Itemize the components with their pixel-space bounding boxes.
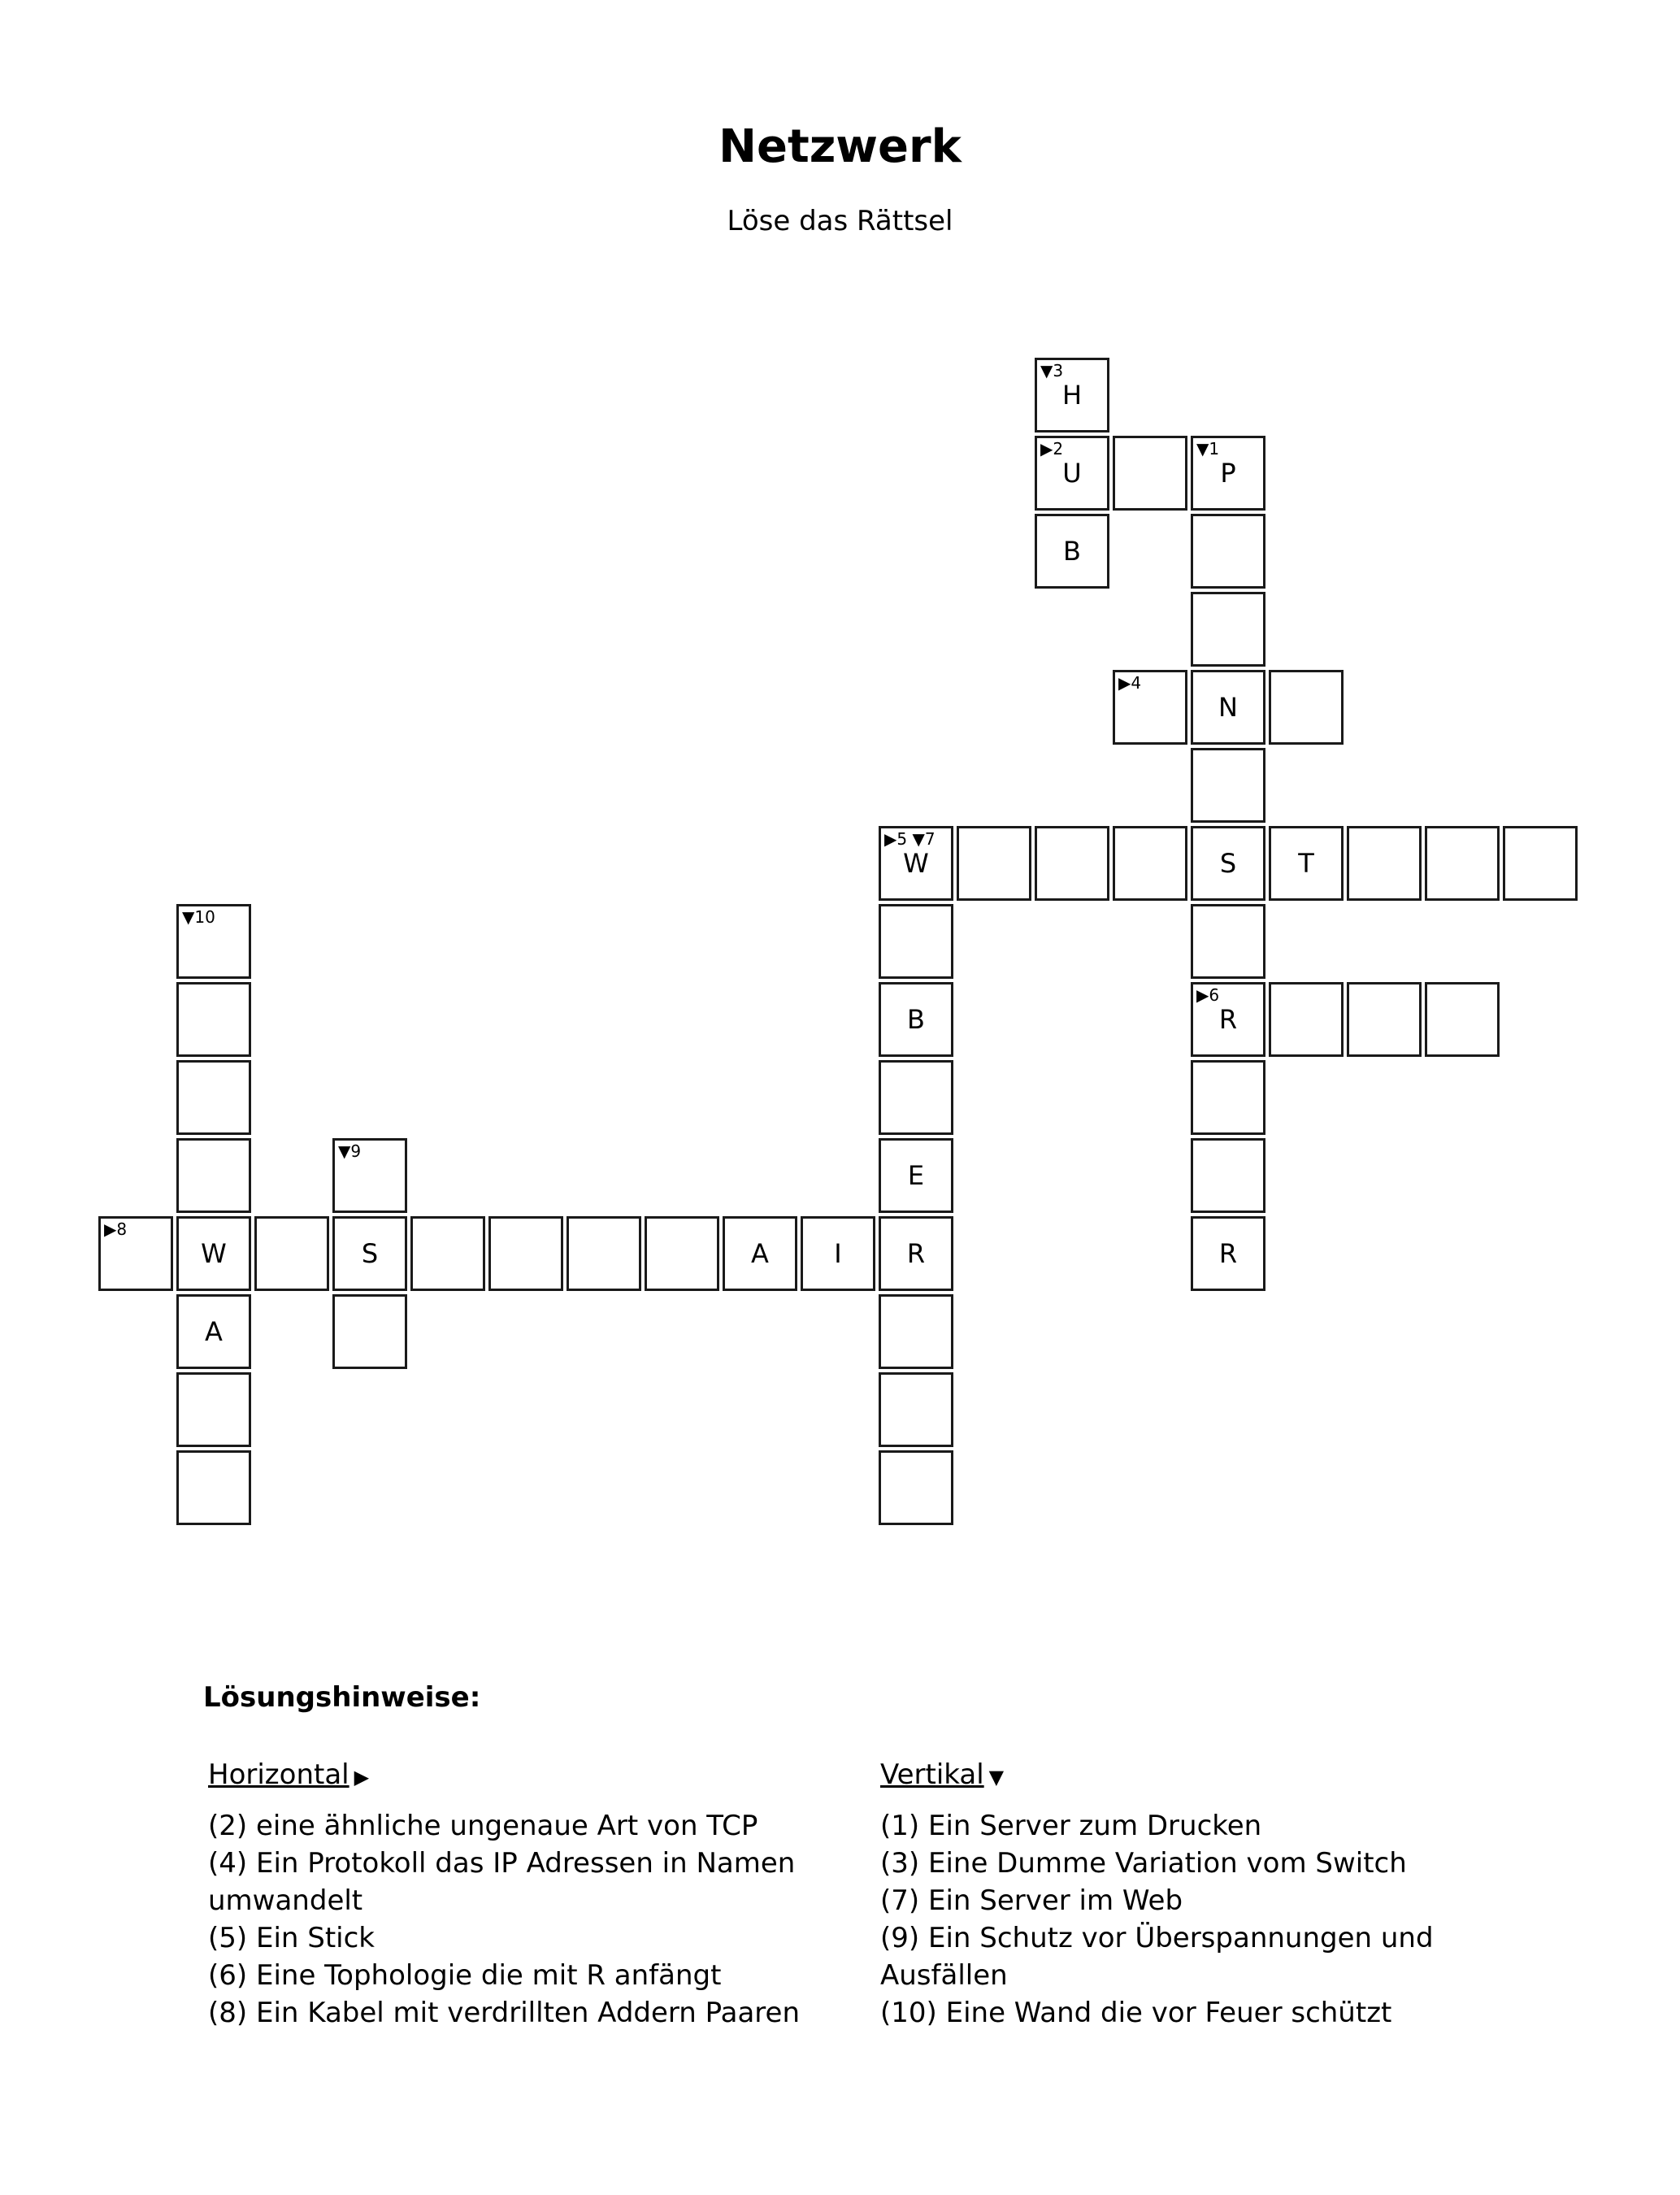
crossword-cell[interactable] [1035,436,1109,511]
horizontal-heading [208,1756,826,1796]
crossword-cell[interactable] [879,1216,953,1291]
cell-letter: I [834,1238,842,1269]
cell-letter: R [906,1238,926,1269]
crossword-cell[interactable] [1035,358,1109,432]
crossword-cell[interactable] [176,1294,251,1369]
crossword-cell[interactable] [1035,514,1109,589]
vertical-clues [880,1756,1498,2032]
crossword-cell[interactable] [410,1216,485,1291]
cell-letter: B [1063,536,1081,567]
clue-vertical: (1) Ein Server zum Drucken [880,1810,1262,1842]
page-subtitle: Löse das Rättsel [727,205,953,237]
crossword-cell[interactable] [879,1294,953,1369]
clue-horizontal: (2) eine ähnliche ungenaue Art von TCP [208,1810,758,1842]
page-title: Netzwerk [718,120,962,173]
cell-letter: W [903,848,929,879]
crossword-cell[interactable] [1191,826,1265,901]
crossword-cell[interactable] [801,1216,875,1291]
cell-letter: U [1062,458,1082,489]
crossword-cell[interactable] [723,1216,797,1291]
crossword-cell[interactable] [1191,1060,1265,1135]
cell-letter: R [1218,1238,1238,1269]
crossword-cell[interactable] [176,1216,251,1291]
crossword-cell[interactable] [1269,982,1344,1057]
crossword-cell[interactable] [1503,826,1578,901]
cell-letter: S [361,1238,379,1269]
right-arrow-icon: ▶ [354,1766,370,1789]
clue-number: ▶6 [1196,985,1220,1005]
cell-letter: R [1218,1004,1238,1035]
crossword-cell[interactable] [1347,982,1422,1057]
crossword-cell[interactable] [1191,982,1265,1057]
cell-letter: A [751,1238,769,1269]
cell-letter: P [1220,458,1236,489]
cell-letter: A [205,1316,223,1347]
clue-number: ▼9 [338,1141,362,1161]
crossword-cell[interactable] [645,1216,719,1291]
crossword-cell[interactable] [1269,670,1344,745]
crossword-cell[interactable] [488,1216,563,1291]
horizontal-clues [208,1756,826,2032]
cell-letter: T [1298,848,1314,879]
crossword-cell[interactable] [1425,982,1500,1057]
clue-number: ▶4 [1118,673,1142,693]
crossword-cell[interactable] [1191,592,1265,667]
crossword-cell[interactable] [879,1450,953,1525]
crossword-cell[interactable] [1191,670,1265,745]
clue-number: ▶8 [104,1219,128,1239]
crossword-cell[interactable] [879,1138,953,1213]
clue-horizontal: (5) Ein Stick [208,1922,375,1954]
crossword-cell[interactable] [1347,826,1422,901]
crossword-cell[interactable] [332,1216,407,1291]
clue-number: ▼10 [182,907,215,927]
crossword-cell[interactable] [1191,1138,1265,1213]
clue-number: ▶5 ▼7 [884,829,936,849]
horizontal-heading-label: Horizontal [208,1758,349,1791]
clue-vertical: (3) Eine Dumme Variation vom Switch [880,1847,1407,1880]
crossword-cell[interactable] [879,982,953,1057]
clue-vertical: (7) Ein Server im Web [880,1884,1183,1917]
crossword-cell[interactable] [176,1138,251,1213]
cell-letter: E [907,1160,925,1191]
clue-number: ▼1 [1196,439,1220,459]
clue-horizontal: (6) Eine Tophologie die mit R anfängt [208,1959,722,1992]
cell-letter: N [1218,692,1238,723]
clue-number: ▶2 [1040,439,1064,459]
crossword-cell[interactable] [1113,436,1187,511]
crossword-cell[interactable] [1191,1216,1265,1291]
crossword-cell[interactable] [879,826,953,901]
down-arrow-icon: ▼ [988,1766,1005,1789]
crossword-cell[interactable] [332,1294,407,1369]
hints-title: Lösungshinweise: [203,1681,481,1714]
crossword-cell[interactable] [1191,748,1265,823]
crossword-cell[interactable] [879,1372,953,1447]
clue-horizontal: (8) Ein Kabel mit verdrillten Addern Paaren [208,1997,800,2029]
crossword-cell[interactable] [332,1138,407,1213]
crossword-cell[interactable] [1191,904,1265,979]
crossword-cell[interactable] [1113,670,1187,745]
crossword-cell[interactable] [1269,826,1344,901]
clue-vertical: (9) Ein Schutz vor Überspannungen und Ausfällen [880,1922,1434,1992]
crossword-cell[interactable] [254,1216,329,1291]
vertical-heading-label: Vertikal [880,1758,984,1791]
clue-vertical: (10) Eine Wand die vor Feuer schützt [880,1997,1392,2029]
crossword-cell[interactable] [98,1216,173,1291]
crossword-cell[interactable] [879,1060,953,1135]
crossword-cell[interactable] [1113,826,1187,901]
cell-letter: B [907,1004,925,1035]
vertical-heading [880,1756,1498,1796]
crossword-cell[interactable] [176,1372,251,1447]
clue-horizontal: (4) Ein Protokoll das IP Adressen in Namen umwandelt [208,1847,796,1917]
cell-letter: H [1061,380,1083,411]
clue-number: ▼3 [1040,361,1064,380]
crossword-cell[interactable] [879,904,953,979]
crossword-cell[interactable] [957,826,1031,901]
cell-letter: S [1219,848,1237,879]
crossword-cell[interactable] [1191,436,1265,511]
crossword-cell[interactable] [1425,826,1500,901]
crossword-cell[interactable] [176,982,251,1057]
crossword-cell[interactable] [176,904,251,979]
crossword-cell[interactable] [567,1216,641,1291]
cell-letter: W [201,1238,227,1269]
crossword-cell[interactable] [176,1060,251,1135]
crossword-cell[interactable] [176,1450,251,1525]
crossword-cell[interactable] [1035,826,1109,901]
crossword-cell[interactable] [1191,514,1265,589]
